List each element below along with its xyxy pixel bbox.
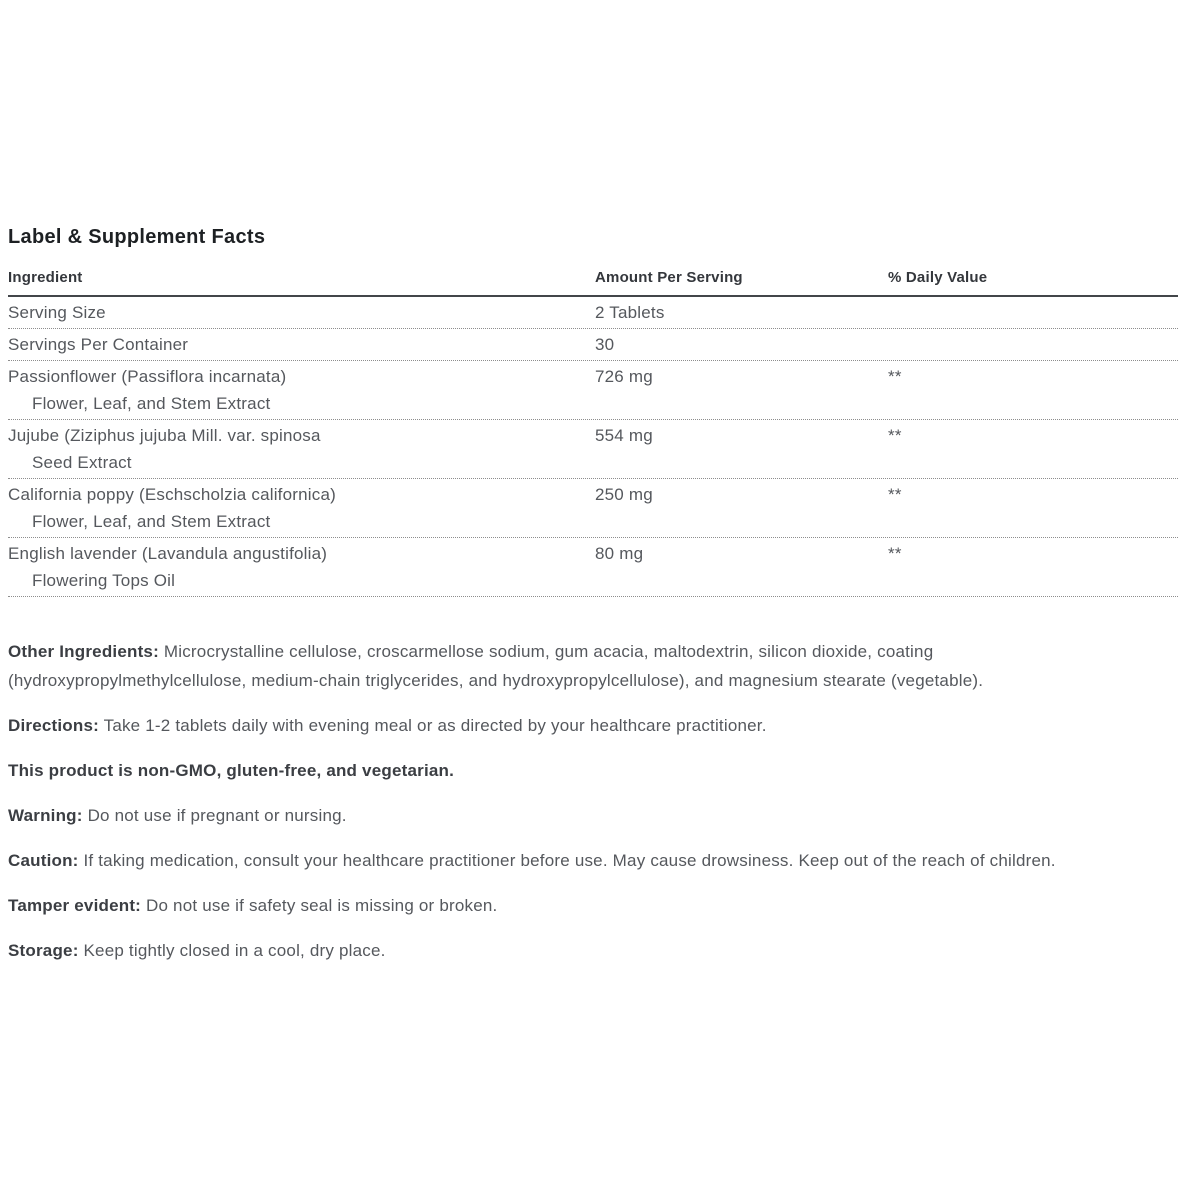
other-ingredients-text: Microcrystalline cellulose, croscarmellose sodium, gum acacia, maltodextrin, silicon dioxide, coating (hydroxypropylmethylcellulose, medium-chain triglycerides, and hydroxypropylcellulose), and magnesium stearate (vegetable). — [8, 642, 984, 690]
caution-label: Caution: — [8, 851, 79, 870]
ingredient-name: Passionflower (Passiflora incarnata) — [8, 367, 287, 386]
table-row-jujube — [8, 420, 1178, 479]
directions-text: Take 1-2 tablets daily with evening meal or as directed by your healthcare practitioner. — [103, 716, 767, 735]
warning-label: Warning: — [8, 806, 83, 825]
tamper-evident-paragraph — [8, 891, 1168, 920]
other-ingredients-label: Other Ingredients: — [8, 642, 159, 661]
storage-paragraph — [8, 936, 1168, 965]
daily-value: ** — [888, 485, 902, 504]
table-row-california-poppy — [8, 479, 1178, 538]
ingredient-subtext: Flower, Leaf, and Stem Extract — [32, 394, 271, 413]
caution-text: If taking medication, consult your healthcare practitioner before use. May cause drowsiness. Keep out of the reach of children. — [83, 851, 1056, 870]
header-amount-per-serving: Amount Per Serving — [595, 269, 743, 286]
page-title: Label & Supplement Facts — [8, 226, 266, 248]
header-ingredient: Ingredient — [8, 269, 83, 286]
supplement-facts-table — [8, 269, 1178, 597]
directions-paragraph — [8, 711, 1168, 740]
ingredient-subtext: Flower, Leaf, and Stem Extract — [32, 512, 271, 531]
table-row-serving-size — [8, 297, 1178, 329]
ingredient-name: California poppy (Eschscholzia californica) — [8, 485, 336, 504]
table-row-servings-per-container — [8, 329, 1178, 361]
product-claims-paragraph — [8, 756, 1168, 785]
ingredient-name: Serving Size — [8, 303, 106, 322]
ingredient-name: Servings Per Container — [8, 335, 189, 354]
other-ingredients-paragraph — [8, 637, 1168, 695]
caution-paragraph — [8, 846, 1168, 875]
ingredient-name: English lavender (Lavandula angustifolia) — [8, 544, 328, 563]
label-notes — [8, 637, 1168, 965]
amount-value: 30 — [595, 335, 615, 354]
warning-text: Do not use if pregnant or nursing. — [87, 806, 347, 825]
tamper-evident-label: Tamper evident: — [8, 896, 142, 915]
table-header-row — [8, 269, 1178, 297]
amount-value: 554 mg — [595, 426, 653, 445]
tamper-evident-text: Do not use if safety seal is missing or broken. — [146, 896, 498, 915]
storage-text: Keep tightly closed in a cool, dry place. — [83, 941, 386, 960]
daily-value: ** — [888, 426, 902, 445]
table-row-english-lavender — [8, 538, 1178, 597]
amount-value: 250 mg — [595, 485, 653, 504]
ingredient-subtext: Flowering Tops Oil — [32, 571, 176, 590]
daily-value: ** — [888, 367, 902, 386]
ingredient-subtext: Seed Extract — [32, 453, 132, 472]
table-row-passionflower — [8, 361, 1178, 420]
amount-value: 726 mg — [595, 367, 653, 386]
product-claims-text: This product is non-GMO, gluten-free, and vegetarian. — [8, 761, 455, 780]
ingredient-name: Jujube (Ziziphus jujuba Mill. var. spinosa — [8, 426, 321, 445]
daily-value: ** — [888, 544, 902, 563]
amount-value: 2 Tablets — [595, 303, 665, 322]
amount-value: 80 mg — [595, 544, 644, 563]
header-daily-value: % Daily Value — [888, 269, 988, 286]
warning-paragraph — [8, 801, 1168, 830]
storage-label: Storage: — [8, 941, 79, 960]
directions-label: Directions: — [8, 716, 99, 735]
